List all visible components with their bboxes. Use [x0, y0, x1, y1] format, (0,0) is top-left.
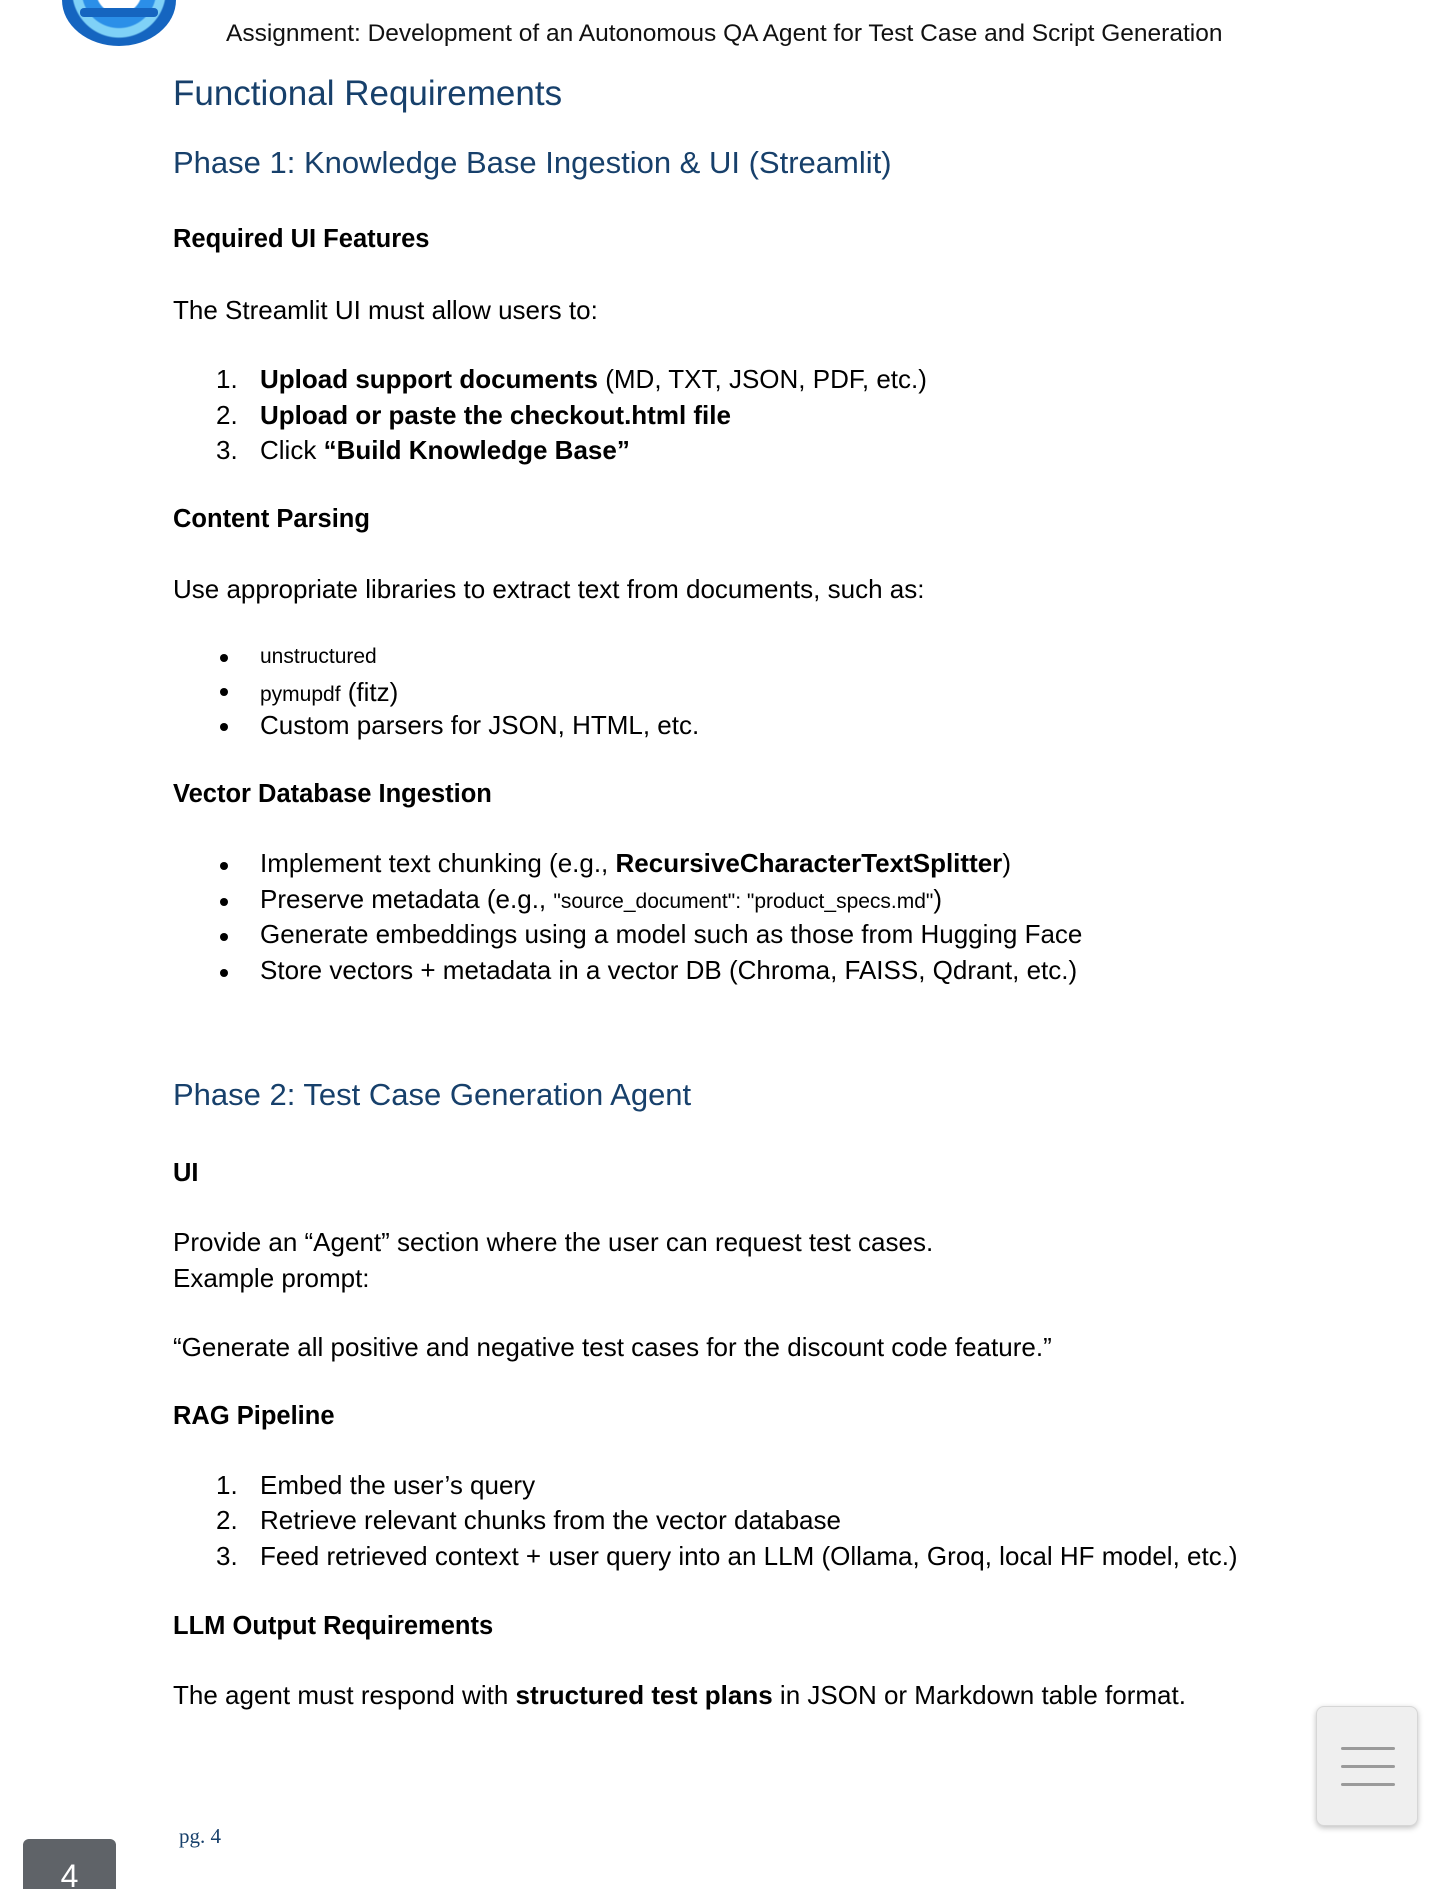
list-item: unstructured [260, 645, 377, 668]
ui-features-heading: Required UI Features [173, 225, 430, 253]
list-item: Store vectors + metadata in a vector DB (Chroma, FAISS, Qdrant, etc.) [260, 955, 1078, 985]
page-number-tab[interactable]: 4 [23, 1839, 116, 1889]
list-item: Upload support documents (MD, TXT, JSON, PDF, etc.) [260, 364, 927, 394]
phase2-title: Phase 2: Test Case Generation Agent [173, 1077, 692, 1112]
list-item: Implement text chunking (e.g., RecursiveCharacterTextSplitter) [260, 848, 1011, 878]
phase1-title: Phase 1: Knowledge Base Ingestion & UI (Streamlit) [173, 145, 892, 180]
list-number: 2. [216, 400, 238, 430]
company-logo [62, 0, 176, 46]
list-item: Feed retrieved context + user query into an LLM (Ollama, Groq, local HF model, etc.) [260, 1541, 1238, 1571]
section-title: Functional Requirements [173, 74, 563, 113]
menu-line-icon [1341, 1747, 1395, 1750]
rag-heading: RAG Pipeline [173, 1402, 335, 1430]
bullet-icon [220, 688, 228, 696]
list-item: Generate embeddings using a model such as those from Hugging Face [260, 919, 1083, 949]
example-prompt: “Generate all positive and negative test cases for the discount code feature.” [173, 1332, 1052, 1362]
list-number: 1. [216, 1470, 238, 1500]
ui-line: Example prompt: [173, 1263, 370, 1293]
list-item: Retrieve relevant chunks from the vector database [260, 1505, 841, 1535]
list-item: Embed the user’s query [260, 1470, 536, 1500]
logo-bar [80, 8, 158, 17]
list-item: Preserve metadata (e.g., "source_document": "product_specs.md") [260, 884, 943, 914]
list-item: Upload or paste the checkout.html file [260, 400, 731, 430]
menu-line-icon [1341, 1783, 1395, 1786]
bullet-icon [220, 969, 228, 977]
ui-line: Provide an “Agent” section where the user can request test cases. [173, 1227, 934, 1257]
list-number: 1. [216, 364, 238, 394]
content-parsing-heading: Content Parsing [173, 505, 370, 533]
bullet-icon [220, 933, 228, 941]
ui-features-intro: The Streamlit UI must allow users to: [173, 295, 598, 325]
output-heading: LLM Output Requirements [173, 1612, 494, 1640]
ui-heading: UI [173, 1159, 199, 1187]
page-footer: pg. 4 [179, 1824, 221, 1848]
menu-button[interactable] [1316, 1706, 1418, 1826]
bullet-icon [220, 723, 228, 731]
list-item: Click “Build Knowledge Base” [260, 435, 630, 465]
list-number: 2. [216, 1505, 238, 1535]
list-item: Custom parsers for JSON, HTML, etc. [260, 710, 700, 740]
vector-db-heading: Vector Database Ingestion [173, 780, 492, 808]
list-item: pymupdf (fitz) [260, 677, 399, 707]
content-parsing-intro: Use appropriate libraries to extract text from documents, such as: [173, 574, 925, 604]
list-number: 3. [216, 1541, 238, 1571]
header-title: Assignment: Development of an Autonomous QA Agent for Test Case and Script Generation [226, 20, 1223, 47]
output-text: The agent must respond with structured test plans in JSON or Markdown table format. [173, 1680, 1186, 1710]
bullet-icon [220, 898, 228, 906]
bullet-icon [220, 654, 228, 662]
menu-line-icon [1341, 1765, 1395, 1768]
list-number: 3. [216, 435, 238, 465]
bullet-icon [220, 862, 228, 870]
